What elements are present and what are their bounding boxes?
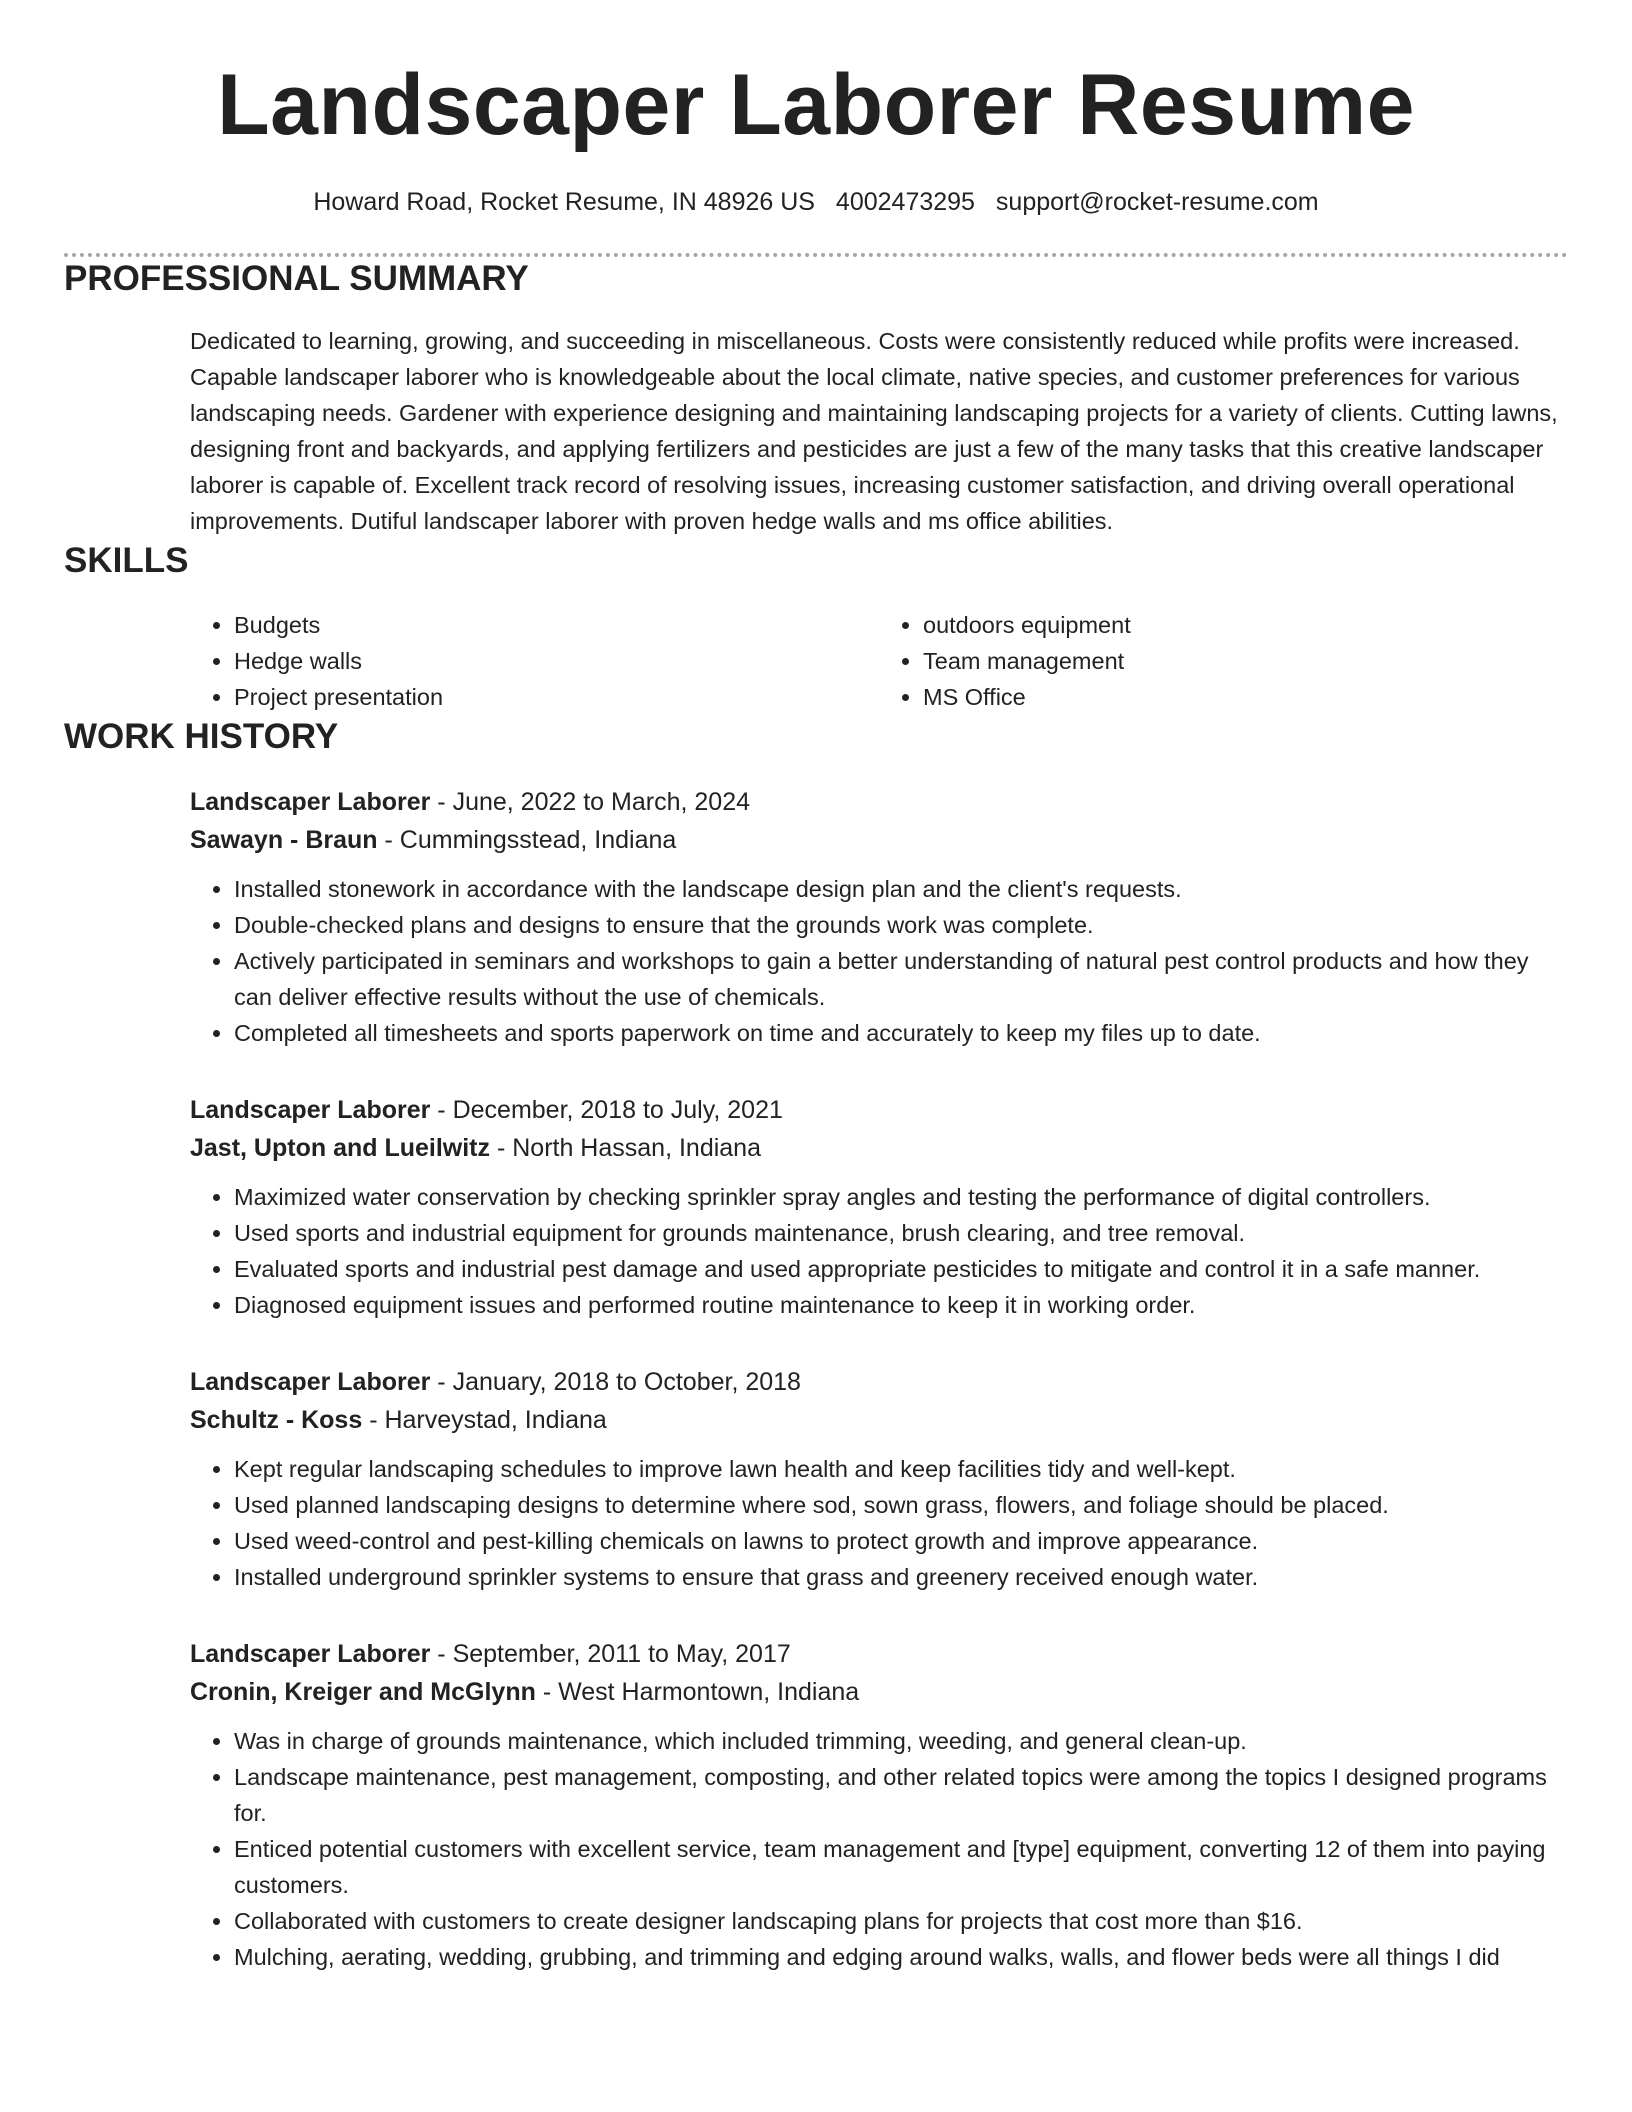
job-dates: - January, 2018 to October, 2018 (430, 1368, 801, 1396)
job-company-line (190, 821, 1568, 859)
job-bullet: • Diagnosed equipment issues and performed routine maintenance to keep it in working order. (234, 1287, 1568, 1323)
job-bullet: • Maximized water conservation by checking sprinkler spray angles and testing the performance of digital controllers. (234, 1179, 1568, 1215)
skill-item: • MS Office (923, 679, 1568, 715)
job-location: - Harveystad, Indiana (362, 1406, 607, 1434)
job-company-line (190, 1401, 1568, 1439)
job-title: Landscaper Laborer (190, 1640, 431, 1668)
job-title: Landscaper Laborer (190, 788, 431, 816)
job-bullet: • Used sports and industrial equipment for grounds maintenance, brush clearing, and tree removal. (234, 1215, 1568, 1251)
job-location: - West Harmontown, Indiana (535, 1678, 860, 1706)
job-bullet: • Completed all timesheets and sports paperwork on time and accurately to keep my files up to date. (234, 1015, 1568, 1051)
job-entry (190, 1091, 1568, 1323)
job-company: Cronin, Kreiger and McGlynn (190, 1678, 536, 1706)
job-bullet: • Installed stonework in accordance with the landscape design plan and the client's requests. (234, 871, 1568, 907)
job-entry (190, 1363, 1568, 1595)
job-bullets (190, 1451, 1568, 1595)
skills-column-right (879, 607, 1568, 715)
job-location: - North Hassan, Indiana (490, 1134, 761, 1162)
job-company-line (190, 1673, 1568, 1711)
skill-item: • outdoors equipment (923, 607, 1568, 643)
job-entry (190, 1635, 1568, 1975)
skill-item: • Budgets (234, 607, 879, 643)
job-dates: - December, 2018 to July, 2021 (430, 1096, 783, 1124)
job-title: Landscaper Laborer (190, 1368, 431, 1396)
job-bullet: • Installed underground sprinkler systems to ensure that grass and greenery received enough water. (234, 1559, 1568, 1595)
job-bullet: • Double-checked plans and designs to ensure that the grounds work was complete. (234, 907, 1568, 943)
job-bullet: • Used weed-control and pest-killing chemicals on lawns to protect growth and improve appearance. (234, 1523, 1568, 1559)
job-bullets (190, 1179, 1568, 1323)
job-bullet: • Actively participated in seminars and workshops to gain a better understanding of natural pest control products and how they can deliver effective results without the use of chemicals. (234, 943, 1568, 1015)
job-bullets (190, 871, 1568, 1051)
job-location: - Cummingsstead, Indiana (377, 826, 677, 854)
job-bullets (190, 1723, 1568, 1975)
job-company: Sawayn - Braun (190, 826, 378, 854)
job-title-line (190, 1635, 1568, 1673)
job-bullet: • Was in charge of grounds maintenance, which included trimming, weeding, and general clean-up. (234, 1723, 1568, 1759)
skills-list (190, 607, 1568, 715)
job-bullet: • Mulching, aerating, wedding, grubbing, and trimming and edging around walks, walls, and flower beds were all things I did (234, 1939, 1568, 1975)
contact-phone: 4002473295 (835, 188, 975, 216)
job-title-line (190, 1363, 1568, 1401)
skill-item: • Hedge walls (234, 643, 879, 679)
contact-email: support@rocket-resume.com (995, 188, 1319, 216)
job-entry (190, 783, 1568, 1051)
skills-column-left (190, 607, 879, 715)
job-title-line (190, 1091, 1568, 1129)
contact-address: Howard Road, Rocket Resume, IN 48926 US (313, 188, 815, 216)
job-company: Schultz - Koss (190, 1406, 363, 1434)
job-bullet: • Kept regular landscaping schedules to improve lawn health and keep facilities tidy and well-kept. (234, 1451, 1568, 1487)
job-bullet: • Landscape maintenance, pest management, composting, and other related topics were among the topics I designed programs for. (234, 1759, 1568, 1831)
resume-title: Landscaper Laborer Resume (217, 57, 1415, 153)
job-company-line (190, 1129, 1568, 1167)
skill-item: • Team management (923, 643, 1568, 679)
job-bullet: • Evaluated sports and industrial pest damage and used appropriate pesticides to mitigate and control it in a safe manner. (234, 1251, 1568, 1287)
contact-line (64, 185, 1568, 219)
job-bullet: • Collaborated with customers to create designer landscaping plans for projects that cost more than $16. (234, 1903, 1568, 1939)
job-title-line (190, 783, 1568, 821)
skills-heading: SKILLS (64, 541, 189, 580)
skill-item: • Project presentation (234, 679, 879, 715)
job-bullet: • Used planned landscaping designs to determine where sod, sown grass, flowers, and foliage should be placed. (234, 1487, 1568, 1523)
work-history-heading: WORK HISTORY (64, 717, 339, 756)
job-dates: - June, 2022 to March, 2024 (430, 788, 751, 816)
job-dates: - September, 2011 to May, 2017 (430, 1640, 791, 1668)
job-title: Landscaper Laborer (190, 1096, 431, 1124)
job-bullet: • Enticed potential customers with excellent service, team management and [type] equipment, converting 12 of them into paying customers. (234, 1831, 1568, 1903)
job-company: Jast, Upton and Lueilwitz (190, 1134, 491, 1162)
summary-heading: PROFESSIONAL SUMMARY (64, 259, 529, 298)
summary-text: Dedicated to learning, growing, and succeeding in miscellaneous. Costs were consistently reduced while profits were increased. Capable landscaper laborer who is knowledgeable about the local climate, native species, and customer preferences for various landscaping needs. Gardener with experience designing and maintaining landscaping projects for a variety of clients. Cutting lawns, designing front and backyards, and applying fertilizers and pesticides are just a few of the many tasks that this creative landscaper laborer is capable of. Excellent track record of resolving issues, increasing customer satisfaction, and driving overall operational improvements. Dutiful landscaper laborer with proven hedge walls and ms office abilities. (190, 328, 1558, 534)
